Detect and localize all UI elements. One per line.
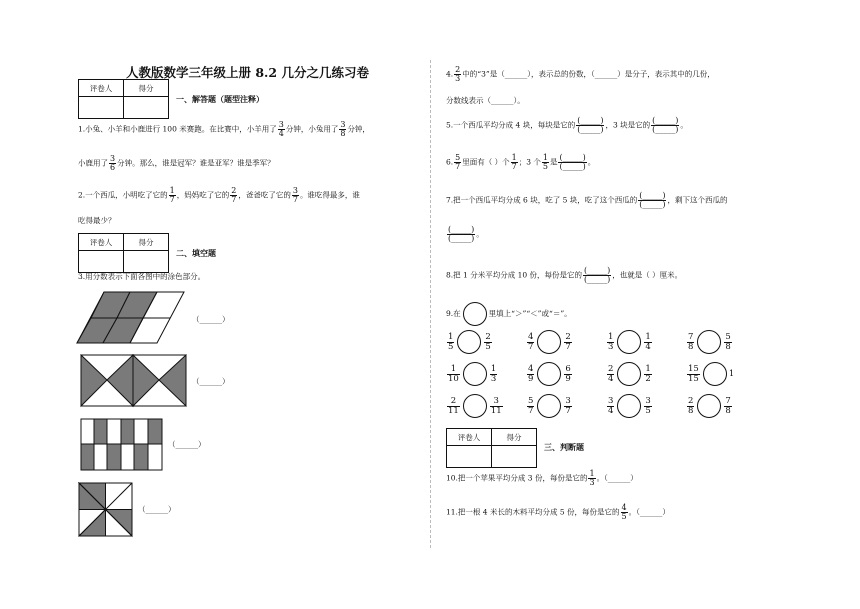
fraction: $\frac{4}{9}$	[528, 363, 534, 384]
comparison-item	[606, 330, 653, 354]
question-6	[446, 154, 595, 171]
question-8	[446, 267, 682, 284]
q8-text-b: ，也就是（ ）厘米。	[612, 270, 683, 280]
compare-circle-input[interactable]	[617, 362, 641, 386]
compare-circle-input[interactable]	[537, 362, 561, 386]
section-heading-1: 一、解答题（题型注释）	[176, 94, 264, 104]
score-table	[446, 428, 537, 468]
page-title: 人教版数学三年级上册 8.2 几分之几练习卷	[126, 65, 369, 80]
q2-text-c: ，爸爸吃了它的	[238, 190, 291, 200]
compare-circle-input[interactable]	[617, 394, 641, 418]
compare-circle-input[interactable]	[697, 330, 721, 354]
compare-circle-input[interactable]	[457, 330, 481, 354]
question-4-line-1	[446, 66, 715, 83]
q9-text-a: 9.在	[446, 309, 461, 318]
fraction: $\frac{2}{7}$	[231, 186, 237, 204]
q10-text-b: 。（______）	[596, 473, 638, 483]
score-cell[interactable]	[124, 251, 169, 273]
comparison-item	[686, 330, 733, 354]
q6-text-c: ；3 个	[518, 157, 541, 167]
q2-text-d: 。谁吃得最多，谁	[299, 190, 360, 200]
compare-circle-input[interactable]	[697, 394, 721, 418]
answer-blank-fig4[interactable]: （______）	[138, 505, 176, 514]
fraction: $\frac{5}{7}$	[455, 153, 461, 171]
score-table-score-header: 得分	[492, 429, 537, 446]
comparison-item	[446, 362, 498, 386]
score-cell[interactable]	[492, 446, 537, 468]
score-table-score-header: 得分	[124, 234, 169, 251]
q4-text-b: 中的“3”是（______），表示总的份数，（______）是分子，表示其中的几份，	[462, 69, 715, 79]
q9-text-b: 里填上“＞”“＜”或“＝”。	[488, 309, 572, 318]
question-9	[446, 302, 572, 326]
question-2-line-2: 吃得最少？	[78, 216, 116, 225]
score-table-grader-header: 评卷人	[447, 429, 492, 446]
answer-fraction-blank[interactable]: $\frac{(\_\_\_\_\_)}{(\_\_\_\_\_)}$	[639, 191, 666, 209]
compare-circle-input[interactable]	[463, 362, 487, 386]
compare-circle-input[interactable]	[703, 362, 727, 386]
q2-text-b: ，妈妈吃了它的	[176, 190, 230, 200]
q8-text-a: 8.把 1 分米平均分成 10 份，每份是它的	[446, 270, 583, 280]
question-2-line-1	[78, 187, 360, 204]
q7-text-a: 7.把一个西瓜平均分成 6 块，吃了 5 块，吃了这个西瓜的	[446, 195, 638, 205]
q1-text-a: 1.小兔、小羊和小鹿进行 100 米赛跑。在比赛中，小羊用了	[78, 124, 277, 134]
answer-fraction-blank[interactable]: $\frac{(\_\_\_\_\_)}{(\_\_\_\_\_)}$	[577, 116, 604, 134]
q11-text-a: 11.把一根 4 米长的木料平均分成 5 份，每份是它的	[446, 507, 620, 517]
score-cell[interactable]	[124, 97, 169, 119]
fraction: $\frac{3}{4}$	[608, 395, 614, 416]
answer-blank-fig3[interactable]: （______）	[168, 440, 206, 449]
fraction: $\frac{6}{9}$	[565, 363, 571, 384]
fraction: $\frac{3}{8}$	[340, 120, 346, 138]
q11-text-b: 。（______）	[628, 507, 670, 517]
fraction: $\frac{1}{7}$	[169, 186, 175, 204]
fraction: $\frac{1}{5}$	[542, 153, 548, 171]
fraction: $\frac{4}{7}$	[528, 331, 534, 352]
fraction: $\frac{7}{8}$	[688, 331, 694, 352]
fraction: $\frac{3}{5}$	[645, 395, 651, 416]
question-4-line-2: 分数线表示（______）。	[446, 96, 525, 105]
comparison-item	[446, 394, 504, 418]
fraction: $\frac{1}{3}$	[490, 363, 497, 384]
question-7-line-2	[446, 226, 484, 243]
section-heading-2: 二、填空题	[176, 248, 216, 258]
q7-text-c: 。	[476, 229, 484, 239]
score-table	[78, 79, 169, 119]
grader-cell[interactable]	[79, 97, 124, 119]
answer-fraction-blank[interactable]: $\frac{(\_\_\_\_\_)}{(\_\_\_\_\_)}$	[559, 153, 586, 171]
fraction: $\frac{5}{8}$	[725, 331, 731, 352]
answer-fraction-blank[interactable]: $\frac{(\_\_\_\_\_)}{(\_\_\_\_\_)}$	[584, 266, 611, 284]
fraction: $\frac{5}{7}$	[528, 395, 534, 416]
q5-text-b: ，3 块是它的	[605, 120, 651, 130]
fraction: $\frac{1}{3}$	[608, 331, 614, 352]
q1-text-d: 小鹿用了	[78, 158, 108, 168]
answer-fraction-blank[interactable]: $\frac{(\_\_\_\_\_)}{(\_\_\_\_\_)}$	[652, 116, 679, 134]
score-table-grader-header: 评卷人	[79, 234, 124, 251]
comparison-item	[526, 362, 573, 386]
compare-circle-input[interactable]	[617, 330, 641, 354]
fraction: $\frac{1}{10}$	[448, 363, 459, 384]
fraction: $\frac{1}{4}$	[645, 331, 651, 352]
q6-text-d: 是	[549, 157, 558, 167]
question-11	[446, 504, 670, 521]
figure-parallelogram	[76, 290, 188, 346]
comparison-item	[446, 330, 493, 354]
q5-text-c: 。	[680, 120, 688, 130]
question-1-line-1	[78, 121, 370, 138]
fraction: $\frac{2}{7}$	[565, 331, 571, 352]
q1-text-b: 分钟，小兔用了	[285, 124, 339, 134]
question-3: 3.用分数表示下面各图中的涂色部分。	[78, 272, 206, 281]
fraction: $\frac{1}{5}$	[448, 331, 454, 352]
q6-text-e: 。	[587, 157, 596, 167]
q2-text-a: 2.一个西瓜，小明吃了它的	[78, 190, 168, 200]
figure-square-pinwheel	[78, 482, 134, 538]
column-divider	[430, 60, 431, 548]
q10-text-a: 10.把一个苹果平均分成 3 份，每份是它的	[446, 473, 588, 483]
compare-circle-input[interactable]	[537, 330, 561, 354]
comparison-item	[606, 362, 653, 386]
question-1-line-2	[78, 155, 275, 172]
score-table-grader-header: 评卷人	[79, 80, 124, 97]
question-7-line-1	[446, 192, 727, 209]
comparison-item	[526, 330, 573, 354]
grader-cell[interactable]	[79, 251, 124, 273]
q7-text-b: ，剩下这个西瓜的	[667, 195, 728, 205]
section-heading-3: 三、判断题	[544, 442, 584, 452]
fraction: $\frac{7}{8}$	[725, 395, 731, 416]
compare-circle-input[interactable]	[463, 394, 487, 418]
q6-text-a: 6.	[446, 157, 454, 167]
comparison-item	[686, 362, 734, 386]
fraction: $\frac{3}{7}$	[292, 186, 298, 204]
fraction: $\frac{3}{11}$	[490, 395, 502, 416]
figure-triangles-rect	[80, 354, 188, 408]
fraction: $\frac{2}{11}$	[448, 395, 459, 416]
fraction: $\frac{4}{5}$	[621, 503, 627, 521]
fraction: $\frac{2}{5}$	[485, 331, 491, 352]
comparison-item	[686, 394, 733, 418]
comparison-item	[606, 394, 653, 418]
circle-icon	[463, 302, 487, 326]
score-table-score-header: 得分	[124, 80, 169, 97]
fraction: $\frac{1}{2}$	[645, 363, 651, 384]
question-10	[446, 470, 638, 487]
fraction: $\frac{2}{4}$	[608, 363, 614, 384]
score-table	[78, 233, 169, 273]
q5-text-a: 5.一个西瓜平均分成 4 块，每块是它的	[446, 120, 576, 130]
fraction: $\frac{3}{7}$	[565, 395, 571, 416]
answer-blank-fig2[interactable]: （______）	[192, 377, 230, 386]
fraction: $\frac{1}{7}$	[511, 153, 517, 171]
q4-text-a: 4.	[446, 69, 454, 79]
fraction: $\frac{2}{3}$	[455, 65, 461, 83]
q1-text-c: 分钟，	[347, 124, 370, 134]
answer-blank-fig1[interactable]: （______）	[192, 315, 230, 324]
fraction: $\frac{15}{15}$	[688, 363, 699, 384]
fraction: $\frac{1}{3}$	[589, 469, 595, 487]
question-5	[446, 117, 688, 134]
fraction: $\frac{2}{8}$	[688, 395, 694, 416]
figure-striped-grid	[80, 418, 164, 472]
q6-text-b: 里面有（ ）个	[462, 157, 510, 167]
q1-text-e: 分钟。那么，谁是冠军？谁是亚军？谁是季军？	[117, 158, 275, 168]
fraction: 1	[728, 369, 735, 379]
comparison-item	[526, 394, 573, 418]
fraction: $\frac{3}{6}$	[110, 154, 116, 172]
answer-fraction-blank[interactable]: $\frac{(\_\_\_\_\_)}{(\_\_\_\_\_)}$	[448, 225, 475, 243]
grader-cell[interactable]	[447, 446, 492, 468]
fraction: $\frac{3}{4}$	[278, 120, 284, 138]
compare-circle-input[interactable]	[537, 394, 561, 418]
